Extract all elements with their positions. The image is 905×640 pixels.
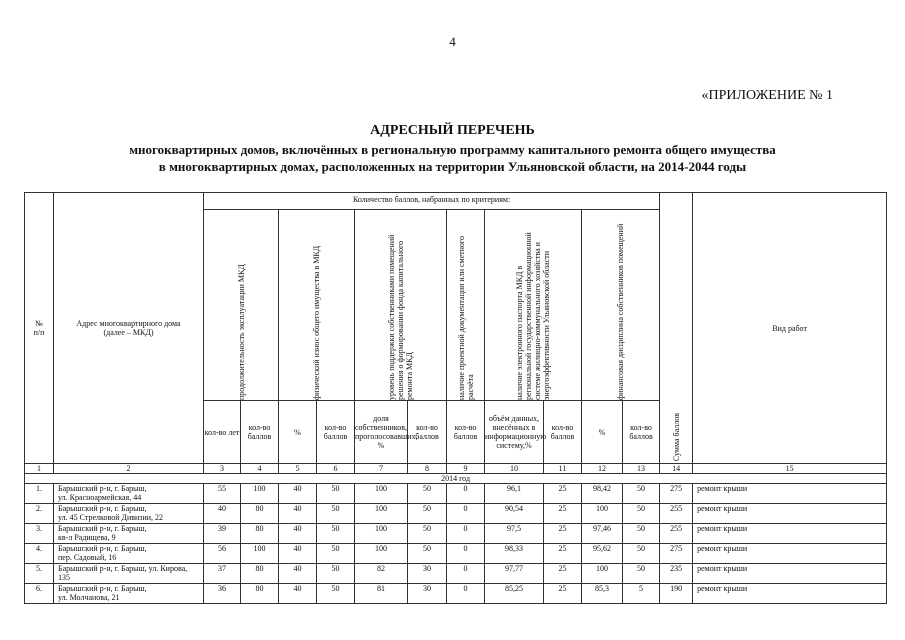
row-score-sum: 275: [660, 544, 693, 564]
subheader-cell: кол-во баллов: [317, 401, 355, 464]
row-value: 5: [623, 584, 660, 604]
row-value: 50: [623, 524, 660, 544]
appendix-label: «ПРИЛОЖЕНИЕ № 1: [701, 88, 833, 103]
row-value: 0: [447, 504, 485, 524]
subheader-cell: %: [279, 401, 317, 464]
row-value: 100: [355, 524, 408, 544]
criterion-age-label: продолжительность эксплуатации МКД: [236, 264, 246, 400]
row-value: 40: [279, 564, 317, 584]
row-value: 90,54: [485, 504, 544, 524]
row-value: 25: [544, 544, 582, 564]
row-work-type: ремонт крыши: [693, 564, 887, 584]
row-value: 30: [408, 564, 447, 584]
row-value: 40: [279, 544, 317, 564]
subheader-cell: доля собственников, проголосовавших, %: [355, 401, 408, 464]
criterion-project-docs-label: наличие проектной документации или сметного расчёта: [456, 236, 475, 400]
header-sum-label: Сумма баллов: [671, 412, 681, 461]
criterion-e-passport: [485, 210, 582, 401]
row-number: 5.: [25, 564, 54, 584]
criterion-project-docs: [447, 210, 485, 401]
row-address: [54, 584, 204, 604]
row-value: 50: [317, 524, 355, 544]
row-value: 80: [241, 564, 279, 584]
row-value: 25: [544, 564, 582, 584]
row-number: 1.: [25, 484, 54, 504]
address-line-1: Барышский р-н, г. Барыш, ул. Кирова,: [58, 564, 188, 573]
row-value: 85,25: [485, 584, 544, 604]
row-value: 0: [447, 564, 485, 584]
criterion-wear: [279, 210, 355, 401]
table-row: [25, 524, 887, 544]
row-value: 0: [447, 544, 485, 564]
row-value: 98,33: [485, 544, 544, 564]
row-value: 80: [241, 504, 279, 524]
row-value: 40: [279, 484, 317, 504]
column-number: 14: [660, 464, 693, 474]
address-line-2: ул. 45 Стрелковой Дивизии, 22: [58, 513, 164, 522]
row-value: 40: [279, 524, 317, 544]
row-value: 100: [355, 544, 408, 564]
row-value: 96,1: [485, 484, 544, 504]
row-work-type: ремонт крыши: [693, 484, 887, 504]
subtitle-line-2: в многоквартирных домах, расположенных на территории Ульяновской области, на 2014-2044 годы: [158, 159, 747, 174]
row-value: 97,5: [485, 524, 544, 544]
header-criteria-group: Количество баллов, набранных по критериям:: [204, 193, 660, 210]
row-value: 55: [204, 484, 241, 504]
column-number: 11: [544, 464, 582, 474]
table-row: [25, 564, 887, 584]
table-row: [25, 484, 887, 504]
row-value: 50: [408, 504, 447, 524]
row-value: 50: [408, 544, 447, 564]
row-value: 85,3: [582, 584, 623, 604]
subheader-cell: %: [582, 401, 623, 464]
row-number: 6.: [25, 584, 54, 604]
address-line-2: ул. Красноармейская, 44: [58, 493, 142, 502]
year-row: [25, 474, 887, 484]
column-number: 12: [582, 464, 623, 474]
row-value: 37: [204, 564, 241, 584]
row-work-type: ремонт крыши: [693, 504, 887, 524]
criterion-financial-discipline: [582, 210, 660, 401]
row-value: 50: [317, 504, 355, 524]
column-number: 2: [54, 464, 204, 474]
row-value: 81: [355, 584, 408, 604]
row-value: 50: [623, 544, 660, 564]
subheader-cell: кол-во лет: [204, 401, 241, 464]
row-value: 56: [204, 544, 241, 564]
row-score-sum: 190: [660, 584, 693, 604]
subheader-cell: кол-во баллов: [408, 401, 447, 464]
row-number: 4.: [25, 544, 54, 564]
criterion-financial-discipline-label: финансовая дисциплина собственников помещений: [616, 223, 626, 400]
year-label: 2014 год: [25, 474, 887, 484]
row-value: 100: [582, 504, 623, 524]
column-number: 5: [279, 464, 317, 474]
row-value: 98,42: [582, 484, 623, 504]
row-number: 3.: [25, 524, 54, 544]
column-number: 6: [317, 464, 355, 474]
column-number: 1: [25, 464, 54, 474]
row-work-type: ремонт крыши: [693, 524, 887, 544]
row-value: 50: [623, 504, 660, 524]
row-value: 0: [447, 584, 485, 604]
page-number: 4: [449, 34, 456, 49]
row-work-type: ремонт крыши: [693, 544, 887, 564]
row-score-sum: 255: [660, 504, 693, 524]
row-value: 25: [544, 484, 582, 504]
address-line-2: ул. Молчанова, 21: [58, 593, 120, 602]
column-number: 3: [204, 464, 241, 474]
row-value: 40: [279, 584, 317, 604]
table-row: [25, 504, 887, 524]
row-value: 50: [623, 484, 660, 504]
row-value: 95,62: [582, 544, 623, 564]
criterion-wear-label: физический износ общего имущества в МКД: [312, 245, 321, 400]
address-line-1: Барышский р-н, г. Барыш,: [58, 524, 147, 533]
row-address: [54, 524, 204, 544]
column-number: 10: [485, 464, 544, 474]
criterion-owners-support-label: уровень поддержки собственниками помещений решения о формировании фонда капитального ремонта МКД: [387, 234, 414, 400]
row-value: 82: [355, 564, 408, 584]
column-number: 7: [355, 464, 408, 474]
row-value: 100: [355, 504, 408, 524]
row-value: 39: [204, 524, 241, 544]
column-number: 4: [241, 464, 279, 474]
row-value: 50: [317, 564, 355, 584]
row-value: 80: [241, 524, 279, 544]
criterion-e-passport-label: наличие электронного паспорта МКД в региональной государственной информационной системе жилищно-коммунального хозяйства и энергоэффективности Ульяновской области: [515, 232, 551, 400]
row-number: 2.: [25, 504, 54, 524]
address-register-table: [24, 192, 887, 604]
row-value: 40: [204, 504, 241, 524]
row-value: 100: [355, 484, 408, 504]
address-line-1: Барышский р-н, г. Барыш,: [58, 504, 147, 513]
header-address: Адрес многоквартирного дома (далее – МКД): [54, 193, 204, 464]
subheader-cell: кол-во баллов: [544, 401, 582, 464]
row-score-sum: 255: [660, 524, 693, 544]
subheader-cell: кол-во баллов: [447, 401, 485, 464]
header-work-type: Вид работ: [693, 193, 887, 464]
row-value: 36: [204, 584, 241, 604]
column-number: 8: [408, 464, 447, 474]
row-address: [54, 504, 204, 524]
row-value: 50: [317, 484, 355, 504]
row-address: [54, 544, 204, 564]
row-value: 30: [408, 584, 447, 604]
row-address: [54, 564, 204, 584]
subheader-cell: кол-во баллов: [623, 401, 660, 464]
row-value: 0: [447, 524, 485, 544]
row-value: 50: [317, 544, 355, 564]
row-value: 40: [279, 504, 317, 524]
row-value: 80: [241, 584, 279, 604]
column-number: 13: [623, 464, 660, 474]
row-score-sum: 235: [660, 564, 693, 584]
document-title: АДРЕСНЫЙ ПЕРЕЧЕНЬ: [370, 123, 535, 138]
row-value: 25: [544, 524, 582, 544]
header-num: № п/п: [25, 193, 54, 464]
address-line-1: Барышский р-н, г. Барыш,: [58, 484, 147, 493]
row-value: 50: [408, 524, 447, 544]
row-address: [54, 484, 204, 504]
header-sum: [660, 193, 693, 464]
column-number: 9: [447, 464, 485, 474]
address-line-2: пер. Садовый, 16: [58, 553, 117, 562]
row-value: 0: [447, 484, 485, 504]
address-line-2: 135: [58, 573, 70, 582]
criterion-owners-support: [355, 210, 447, 401]
row-value: 50: [623, 564, 660, 584]
table-row: [25, 584, 887, 604]
address-line-1: Барышский р-н, г. Барыш,: [58, 584, 147, 593]
row-value: 25: [544, 504, 582, 524]
subheader-cell: объём данных, внесённых в информационную систему,%: [485, 401, 544, 464]
subtitle-line-1: многоквартирных домов, включённых в региональную программу капитального ремонта общего имущества: [129, 142, 776, 157]
row-value: 25: [544, 584, 582, 604]
column-number-row: [25, 464, 887, 474]
document-subtitle: [0, 141, 905, 175]
table-row: [25, 544, 887, 564]
address-line-1: Барышский р-н, г. Барыш,: [58, 544, 147, 553]
row-work-type: ремонт крыши: [693, 584, 887, 604]
criterion-age: [204, 210, 279, 401]
row-value: 50: [408, 484, 447, 504]
row-score-sum: 275: [660, 484, 693, 504]
row-value: 97,77: [485, 564, 544, 584]
row-value: 100: [582, 564, 623, 584]
row-value: 50: [317, 584, 355, 604]
address-line-2: кв-л Радищева, 9: [58, 533, 116, 542]
row-value: 100: [241, 484, 279, 504]
subheader-cell: кол-во баллов: [241, 401, 279, 464]
row-value: 100: [241, 544, 279, 564]
column-number: 15: [693, 464, 887, 474]
row-value: 97,46: [582, 524, 623, 544]
